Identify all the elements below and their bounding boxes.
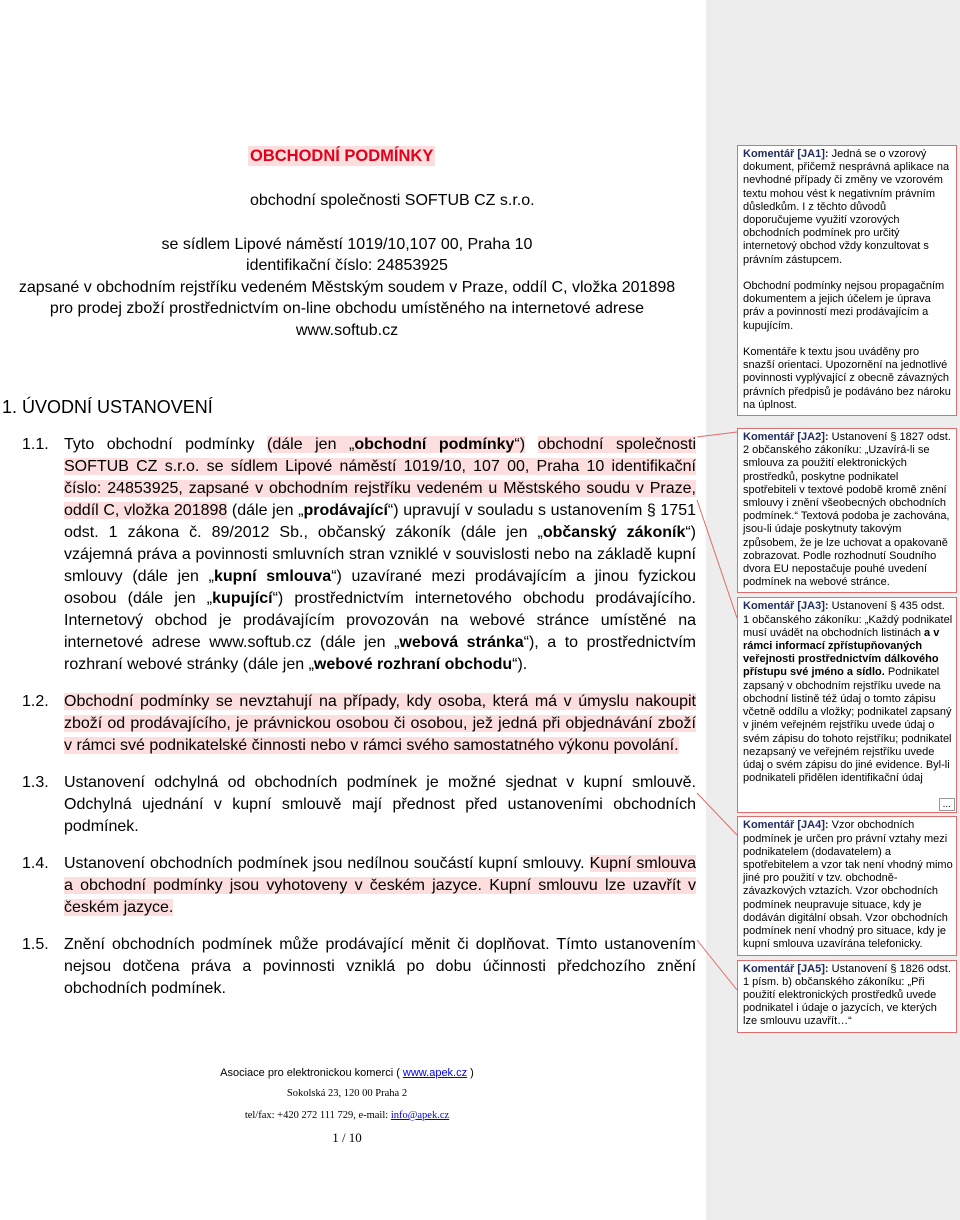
footer-association — [0, 1065, 694, 1081]
footer-contact — [0, 1109, 694, 1123]
text-run: “) upravují v souladu s ustanovením § 1751 odst. 1 zákona č. 89/2012 Sb., občanský zákoník (dále jen „ — [64, 502, 697, 541]
paragraph-1-1 — [0, 434, 696, 676]
comments-pane — [737, 145, 957, 1033]
comment-ja1[interactable] — [737, 145, 957, 416]
company-header — [0, 234, 694, 341]
comment-label: Komentář [JA1]: — [743, 148, 829, 160]
bold-text: webová stránka — [399, 634, 524, 651]
bold-text: a v rámci informací zpřístupňovaných veřejnosti prostřednictvím dálkového přístupu své jméno a sídlo. — [743, 626, 940, 679]
comment-paragraph — [743, 280, 953, 333]
text-run: (dále jen „ — [227, 502, 304, 519]
text-run: Ustanovení § 1826 odst. 1 písm. b) občanského zákoníku: „Při použití elektronických prostředků uvede podnikatel i údaje o jazycích, ve kterých lze smlouvu uzavřít…“ — [743, 962, 951, 1028]
paragraph-number: 1.4. — [22, 855, 49, 872]
company-id: identifikační číslo: 24853925 — [246, 257, 448, 275]
bold-text: prodávající — [303, 502, 388, 519]
bold-text: občanský zákoník — [542, 524, 686, 541]
comment-text — [743, 431, 951, 588]
comment-label: Komentář [JA3]: — [743, 600, 829, 613]
document-subtitle: obchodní společnosti SOFTUB CZ s.r.o. — [250, 192, 535, 209]
paragraph-number: 1.3. — [22, 774, 49, 791]
paragraph-number: 1.2. — [22, 693, 49, 710]
comment-text — [743, 346, 951, 411]
company-registration: zapsané v obchodním rejstříku vedeném Městským soudem v Praze, oddíl C, vložka 201898 — [18, 278, 676, 296]
section-paragraphs — [0, 434, 696, 1015]
company-seat: se sídlem Lipové náměstí 1019/10,107 00, Praha 10 — [161, 236, 533, 253]
section-heading: 1. ÚVODNÍ USTANOVENÍ — [2, 397, 213, 417]
comment-paragraph — [743, 148, 953, 267]
comment-ja2[interactable] — [737, 428, 957, 593]
paragraph-text — [64, 772, 696, 838]
text-run: Jedná se o vzorový dokument, přičemž nesprávná aplikace na nevhodné případy či změny ve vzorovém textu mohou vést k negativním právním důsledkům. I z těchto důvodů doporučujeme využití vzorových obchodních podmínek pro určitý internetový obchod vždy konzultovat s právním zástupcem. — [743, 148, 950, 266]
footer-association-suffix: ) — [467, 1067, 474, 1079]
paragraph-1-4 — [0, 853, 696, 919]
text-run: Ustanovení odchylná od obchodních podmínek je možné sjednat v kupní smlouvě. Odchylná ujednání v kupní smlouvě mají přednost před ustanoveními obchodních podmínek. — [64, 774, 696, 835]
comment-label: Komentář [JA5]: — [743, 962, 829, 975]
page-number: 1 / 10 — [332, 1130, 362, 1145]
paragraph-text — [64, 934, 696, 1000]
bold-text: kupující — [212, 590, 273, 607]
comment-ja3[interactable] — [737, 597, 957, 813]
paragraph-1-5 — [0, 934, 696, 1000]
comment-paragraph — [743, 963, 953, 1029]
footer-email-link[interactable]: info@apek.cz — [390, 1110, 450, 1121]
footer-association-text: Asociace pro elektronickou komerci ( — [220, 1067, 403, 1079]
text-run: Podnikatel zapsaný v obchodním rejstříku uvede na obchodní listině též údaj o tomto zápisu včetně oddílu a vložky; podnikatel zapsaný v jiném veřejném rejstříku uvede údaj o svém zápisu do tohoto rejstříku; podnikatel nezapsaný ve veřejném rejstříku uvede údaj o svém zápisu do jiné evidence. Byl-li podnikateli přidělen identifikační údaj — [743, 666, 952, 785]
comment-text — [743, 280, 944, 332]
paragraph-number: 1.5. — [22, 936, 49, 953]
highlighted-text: (dále jen „ — [267, 436, 355, 453]
comment-paragraph — [743, 346, 953, 412]
text-run: “). — [512, 656, 528, 673]
comment-ja4[interactable] — [737, 816, 957, 955]
text-run: “) prostřednictvím internetového obchodu prodávajícího. Internetový obchod je prodávajícím provozován na webové stránce umístěné na internetové adrese www.softub.cz (dále jen „ — [64, 590, 696, 651]
comment-text — [743, 148, 949, 266]
comment-label: Komentář [JA2]: — [743, 431, 829, 444]
paragraph-number: 1.1. — [22, 436, 49, 453]
text-run: “), a to prostřednictvím rozhraní webové stránky (dále jen „ — [64, 634, 697, 673]
comment-paragraph — [743, 819, 953, 951]
bold-text: kupní smlouva — [213, 568, 332, 585]
paragraph-1-2 — [0, 691, 696, 757]
footer-address: Sokolská 23, 120 00 Praha 2 — [286, 1088, 408, 1099]
text-run: Ustanovení obchodních podmínek jsou nedílnou součástí kupní smlouvy. — [64, 855, 590, 872]
footer-contact-text: tel/fax: +420 272 111 729, e-mail: — [244, 1110, 391, 1121]
comment-text — [743, 819, 953, 950]
text-run: Obchodní podmínky nejsou propagačním dokumentem a jejich účelem je úprava práv a povinností mezi prodávajícím a kupujícím. — [743, 280, 945, 332]
paragraph-text — [64, 691, 696, 757]
text-run: Vzor obchodních podmínek je určen pro právní vztahy mezi podnikatelem (dodavatelem) a spotřebitelem a vzor tak není vhodný mimo jiné pro použití v tzv. obchodně-závazkových vztazích. Vzor obchodních podmínek neupravuje situace, kdy je dodáván digitální obsah. Vzor obchodních podmínek není vhodný pro situace, kdy je kupní smlouva uzavírána telefonicky. — [743, 819, 953, 951]
text-run: Znění obchodních podmínek může prodávající měnit či doplňovat. Tímto ustanovením nejsou dotčena práva a povinnosti vzniklá po dobu účinnosti předchozího znění obchodních podmínek. — [64, 936, 696, 997]
comment-expand-button[interactable]: ... — [939, 798, 955, 811]
text-run: Tyto obchodní podmínky — [64, 436, 268, 453]
paragraph-text — [64, 434, 696, 676]
text-run: “) uzavírané mezi prodávajícím a jinou fyzickou osobou (dále jen „ — [64, 568, 697, 607]
highlighted-text: obchodní společnosti SOFTUB CZ s.r.o. se sídlem Lipové náměstí 1019/10, 107 00, Praha 10 identifikační číslo: 24853925, zapsané v obchodním rejstříku vedeném u Městského soudu v Praze, oddíl C, vložka 201898 — [64, 436, 696, 519]
text-run: Ustanovení § 435 odst. 1 občanského zákoníku: „Každý podnikatel musí uvádět na obchodních listinách — [743, 600, 953, 639]
comment-paragraph — [743, 431, 953, 589]
bold-highlighted-text: obchodní podmínky — [354, 436, 515, 453]
highlighted-text: Kupní smlouva a obchodní podmínky jsou vyhotoveny v českém jazyce. Kupní smlouvu lze uzavřít v českém jazyce. — [64, 855, 696, 916]
company-purpose: pro prodej zboží prostřednictvím on-line obchodu umístěného na internetové adrese www.softub.cz — [49, 300, 645, 339]
highlighted-text: Obchodní podmínky se nevztahují na případy, kdy osoba, která má v úmyslu nakoupit zboží od prodávajícího, je právnickou osobou či osobou, jež jedná při objednávání zboží v rámci své podnikatelské činnosti nebo v rámci svého samostatného výkonu povolání. — [64, 693, 696, 754]
text-run: Komentáře k textu jsou uváděny pro snazší orientaci. Upozornění na jednotlivé povinnosti vyplývající z obecně závazných právních předpisů je podáváno bez nároku na úplnost. — [743, 346, 951, 411]
highlighted-text: “) — [514, 436, 526, 453]
text-run: “) vzájemná práva a povinnosti smluvních stran vzniklé v souvislosti nebo na základě kupní smlouvy (dále jen „ — [64, 524, 696, 585]
footer-website-link[interactable]: www.apek.cz — [402, 1067, 468, 1079]
bold-text: webové rozhraní obchodu — [313, 656, 513, 673]
comment-label: Komentář [JA4]: — [743, 819, 829, 832]
text-run — [525, 436, 538, 453]
paragraph-1-3 — [0, 772, 696, 838]
paragraph-text — [64, 853, 696, 919]
text-run: Ustanovení § 1827 odst. 2 občanského zákoníku: „Uzavírá-li se smlouva za použití elektronických prostředků, poskytne podnikatel spotřebiteli v textové podobě kromě znění smlouvy i znění všeobecných obchodních podmínek.“ Textová podoba je zachována, jsou-li údaje poskytnuty takovým způsobem, že je lze uchovat a opakovaně zobrazovat. Podle rozhodnutí Soudního dvora EU nepostačuje pouhé uvedení podmínek na webové stránce. — [743, 431, 951, 589]
document-title — [248, 145, 435, 167]
comment-ja5[interactable] — [737, 960, 957, 1033]
comment-paragraph — [743, 600, 953, 785]
document-title-text: OBCHODNÍ PODMÍNKY — [250, 147, 434, 165]
comment-text — [743, 600, 952, 784]
